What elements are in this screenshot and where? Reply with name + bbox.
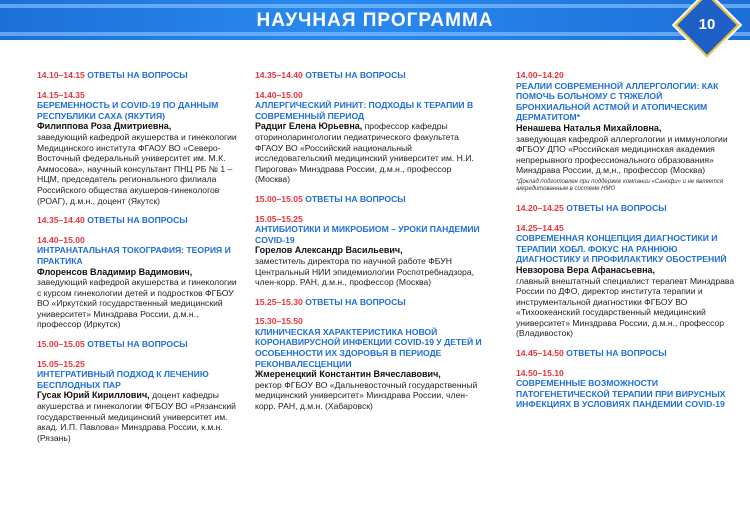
talk-title: СОВРЕМЕННЫЕ ВОЗМОЖНОСТИ ПАТОГЕНЕТИЧЕСКОЙ ТЕРАПИИ ПРИ ВИРУСНЫХ ИНФЕКЦИЯХ В УСЛОВИЯХ ПАНДЕМИИ COVID-19 (516, 378, 726, 410)
session-time: 14.20–14.25 (516, 202, 564, 213)
talk-block (37, 90, 242, 207)
qa-label: ОТВЕТЫ НА ВОПРОСЫ (305, 70, 406, 80)
qa-block (516, 348, 738, 359)
talk-block (37, 359, 242, 444)
talk-title: КЛИНИЧЕСКАЯ ХАРАКТЕРИСТИКА НОВОЙ КОРОНАВИРУСНОЙ ИНФЕКЦИИ COVID-19 У ДЕТЕЙ И ОСОБЕННОСТИ ИХ ЗДОРОВЬЯ В ПЕРИОДЕ РЕКОНВАЛЕСЦЕНЦИИ (255, 326, 482, 369)
session-time: 14.10–14.15 (37, 70, 85, 80)
talk-title: АНТИБИОТИКИ И МИКРОБИОМ – УРОКИ ПАНДЕМИИ COVID-19 (255, 224, 480, 245)
session-time: 14.50–15.10 (516, 367, 564, 378)
session-time: 14.40–15.00 (37, 234, 85, 245)
qa-block (37, 339, 242, 350)
page-title: НАУЧНАЯ ПРОГРАММА (256, 10, 494, 31)
speaker-details: доцент кафедры акушерства и гинекологии ФГБОУ ВО «Рязанский государственный медицинский университет им. акад. И.П. Павлова» Минздрава России, к.м.н. (Рязань) (37, 390, 236, 443)
speaker-name: Флоренсов Владимир Вадимович, (37, 266, 193, 277)
session-time: 14.15–14.35 (37, 89, 85, 100)
sponsor-footnote: *Доклад подготовлен при поддержке компании «Санофи» и не является аккредитованным в системе НМО (516, 178, 724, 193)
speaker-details: заведующий кафедрой акушерства и гинекологии с курсом гинекологии детей и подростков ФГБОУ ВО «Иркутский государственный медицинский университет» Минздрава России, д.м.н., профессор (Иркутск) (37, 277, 237, 330)
program-column-2 (255, 70, 485, 421)
session-time: 14.00–14.20 (516, 70, 564, 80)
qa-block (255, 70, 485, 81)
program-column-3 (516, 70, 738, 419)
talk-block (255, 214, 485, 288)
session-time: 14.40–15.00 (255, 89, 303, 100)
talk-title: БЕРЕМЕННОСТЬ И COVID-19 ПО ДАННЫМ РЕСПУБЛИКИ САХА (ЯКУТИЯ) (37, 100, 219, 121)
speaker-details: профессор кафедры оториноларингологии педиатрического факультета ФГАОУ ВО «Российский национальный исследовательский медицинский университет им. Н.И. Пирогова» Минздрава России, д.м.н., профессор (Москва) (255, 121, 474, 185)
talk-block (255, 316, 485, 411)
program-column-1 (37, 70, 242, 452)
talk-title: ИНТРАНАТАЛЬНАЯ ТОКОГРАФИЯ: ТЕОРИЯ И ПРАКТИКА (37, 245, 231, 266)
header-bar (0, 0, 750, 40)
qa-label: ОТВЕТЫ НА ВОПРОСЫ (87, 215, 188, 226)
talk-title: СОВРЕМЕННАЯ КОНЦЕПЦИЯ ДИАГНОСТИКИ И ТЕРАПИИ ХОБЛ. ФОКУС НА РАННЮЮ ДИАГНОСТИКУ И ПРОФИЛАКТИКУ ОБОСТРЕНИЙ (516, 233, 727, 265)
qa-block (516, 203, 738, 214)
session-time: 15.00–15.05 (255, 193, 303, 204)
session-time: 15.05–15.25 (37, 358, 85, 369)
qa-label: ОТВЕТЫ НА ВОПРОСЫ (87, 70, 188, 80)
talk-title: ИНТЕГРАТИВНЫЙ ПОДХОД К ЛЕЧЕНИЮ БЕСПЛОДНЫХ ПАР (37, 369, 209, 390)
session-time: 15.05–15.25 (255, 213, 303, 224)
speaker-details: главный внештатный специалист терапевт Минздрава России по ДФО, директор института терапии и инструментальной диагностики ФГБОУ ВО «Тихоокеанский государственный медицинский университет» Минздрава России, д.м.н., профессор (Владивосток) (516, 275, 735, 339)
session-time: 14.25–14.45 (516, 222, 564, 233)
header-stripe (0, 32, 750, 36)
session-time: 14.35–14.40 (37, 215, 85, 226)
qa-block (255, 194, 485, 205)
session-time: 15.25–15.30 (255, 296, 303, 307)
talk-title: АЛЛЕРГИЧЕСКИЙ РИНИТ: ПОДХОДЫ К ТЕРАПИИ В СОВРЕМЕННЫЙ ПЕРИОД (255, 100, 474, 121)
speaker-name: Невзорова Вера Афанасьевна, (516, 264, 656, 275)
talk-block (516, 368, 738, 410)
qa-block (37, 70, 242, 81)
talk-block (37, 235, 242, 330)
qa-block (37, 215, 242, 226)
speaker-name: Жмеренецкий Константин Вячеславович, (255, 369, 441, 380)
qa-label: ОТВЕТЫ НА ВОПРОСЫ (566, 202, 667, 213)
speaker-name: Радциг Елена Юрьевна, (255, 121, 363, 132)
talk-block (255, 90, 485, 185)
speaker-name: Филиппова Роза Дмитриевна, (37, 121, 172, 132)
qa-label: ОТВЕТЫ НА ВОПРОСЫ (566, 348, 667, 359)
qa-label: ОТВЕТЫ НА ВОПРОСЫ (87, 339, 188, 350)
talk-title: РЕАЛИИ СОВРЕМЕННОЙ АЛЛЕРГОЛОГИИ: КАК ПОМОЧЬ БОЛЬНОМУ С ТЯЖЕЛОЙ БРОНХИАЛЬНОЙ АСТМОЙ И АТОПИЧЕСКИМ ДЕРМАТИТОМ* (516, 80, 719, 123)
qa-label: ОТВЕТЫ НА ВОПРОСЫ (305, 296, 406, 307)
speaker-details: заместитель директора по научной работе ФБУН Центральный НИИ эпидемиологии Роспотребнадзора, член-корр. РАН, д.м.н., профессор (Москва) (255, 255, 474, 288)
talk-block (516, 70, 738, 194)
speaker-details: ректор ФГБОУ ВО «Дальневосточный государственный медицинский университет» Минздрава России, член-корр. РАН, д.м.н. (Хабаровск) (255, 379, 478, 412)
session-time: 15.30–15.50 (255, 316, 303, 327)
session-time: 14.45–14.50 (516, 348, 564, 359)
talk-block (516, 223, 738, 340)
speaker-details: заведующий кафедрой акушерства и гинекологии Медицинского института ФГАОУ ВО «Северо-Восточный федеральный университет им. М.К. Аммосова», научный консультант ПНЦ РБ № 1 – НЦМ, председатель регионального филиала Российского общества акушеров-гинекологов (РОАГ), д.м.н., доцент (Якутск) (37, 131, 237, 206)
speaker-details: заведующая кафедрой аллергологии и иммунологии ФГБОУ ДПО «Российская медицинская академия непрерывного профессионального образования» Минздрава России, д.м.н., профессор (Москва) (516, 133, 728, 176)
qa-block (255, 297, 485, 308)
page-number: 10 (698, 16, 716, 33)
speaker-name: Горелов Александр Васильевич, (255, 245, 403, 256)
speaker-name: Гусак Юрий Кириллович, (37, 390, 150, 401)
speaker-name: Ненашева Наталья Михайловна, (516, 122, 662, 133)
qa-label: ОТВЕТЫ НА ВОПРОСЫ (305, 193, 406, 204)
header-stripe (0, 4, 750, 8)
session-time: 15.00–15.05 (37, 339, 85, 350)
session-time: 14.35–14.40 (255, 70, 303, 80)
